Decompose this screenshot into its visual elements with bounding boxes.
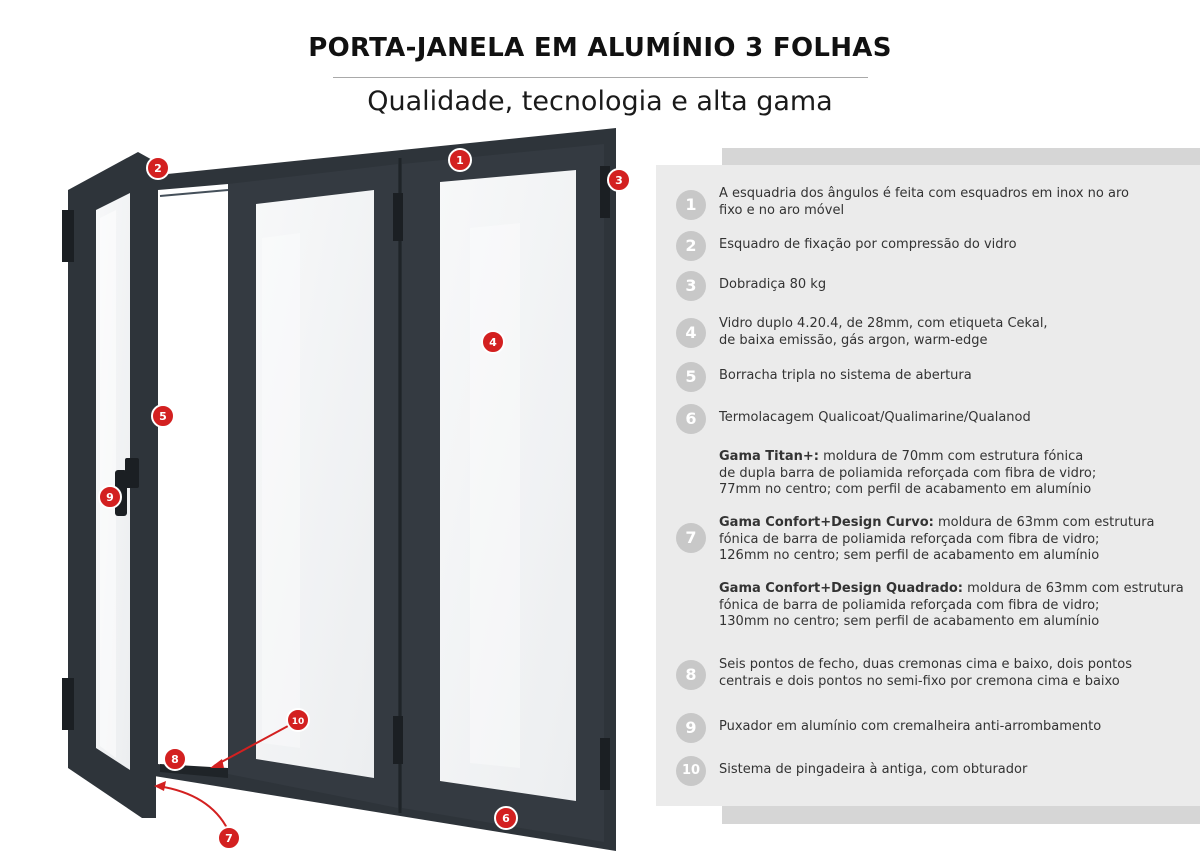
range-label: Gama Confort+Design Quadrado: (719, 581, 964, 596)
marker-1 (449, 149, 471, 171)
marker-5 (152, 405, 174, 427)
leader-line-7 (158, 786, 228, 830)
marker-10 (287, 709, 309, 731)
feature-text: Vidro duplo 4.20.4, de 28mm, com etiqueta Cekal, de baixa emissão, gás argon, warm-edge (719, 316, 1048, 348)
svg-text:1: 1 (456, 154, 464, 167)
feature-text: A esquadria dos ângulos é feita com esquadros em inox no aro fixo e no aro móvel (719, 186, 1129, 218)
range-titan (719, 449, 1197, 499)
feature-text: Sistema de pingadeira à antiga, com obturador (719, 762, 1028, 777)
feature-text: Esquadro de fixação por compressão do vidro (719, 237, 1017, 252)
hinge-top-center (393, 193, 403, 241)
feature-text: Seis pontos de fecho, duas cremonas cima e baixo, dois pontos centrais e dois pontos no semi-fixo por cremona cima e baixo (719, 657, 1133, 689)
hinge-bottom-center (393, 716, 403, 764)
number-badge: 3 (676, 271, 706, 301)
handle (125, 458, 139, 488)
marker-3 (608, 169, 630, 191)
title-divider (333, 77, 868, 78)
feature-text: Dobradiça 80 kg (719, 277, 827, 292)
range-text: moldura de 63mm com estrutura fónica de barra de poliamida reforçada com fibra de vidro; 130mm no centro; sem perfil de acabamento em alumínio (719, 581, 1184, 629)
number-badge: 1 (676, 190, 706, 220)
svg-text:8: 8 (171, 753, 179, 766)
svg-text:9: 9 (106, 491, 114, 504)
svg-text:2: 2 (154, 162, 162, 175)
leaf-hinge-top (62, 210, 74, 262)
marker-8 (164, 748, 186, 770)
window-diagram (0, 118, 660, 855)
svg-text:3: 3 (615, 174, 623, 187)
page-title: PORTA-JANELA EM ALUMÍNIO 3 FOLHAS (308, 33, 892, 63)
marker-9 (99, 486, 121, 508)
features-panel (656, 165, 1200, 806)
number-badge: 10 (676, 756, 706, 786)
number-badge: 9 (676, 713, 706, 743)
svg-text:10: 10 (291, 717, 305, 727)
range-text: moldura de 70mm com estrutura fónica de dupla barra de poliamida reforçada com fibra de vidro; 77mm no centro; com perfil de acabamento em alumínio (719, 449, 1097, 497)
number-badge: 5 (676, 362, 706, 392)
svg-text:4: 4 (489, 336, 497, 349)
feature-text: Borracha tripla no sistema de abertura (719, 368, 972, 383)
marker-7 (218, 827, 240, 849)
svg-text:6: 6 (502, 812, 510, 825)
range-text: moldura de 63mm com estrutura fónica de barra de poliamida reforçada com fibra de vidro; 126mm no centro; sem perfil de acabamento em alumínio (719, 515, 1155, 563)
frame-opening (158, 184, 228, 774)
page-subtitle: Qualidade, tecnologia e alta gama (367, 86, 833, 117)
number-badge: 8 (676, 660, 706, 690)
marker-6 (495, 807, 517, 829)
range-confort-curvo (719, 515, 1197, 565)
number-badge: 7 (676, 523, 706, 553)
range-label: Gama Titan+: (719, 449, 819, 464)
feature-text: Puxador em alumínio com cremalheira anti-arrombamento (719, 719, 1102, 734)
number-badge: 2 (676, 231, 706, 261)
number-badge: 4 (676, 318, 706, 348)
marker-4 (482, 331, 504, 353)
svg-text:7: 7 (225, 832, 233, 845)
hinge-top-right (600, 166, 610, 218)
range-label: Gama Confort+Design Curvo: (719, 515, 934, 530)
leaf-hinge-bottom (62, 678, 74, 730)
svg-text:5: 5 (159, 410, 167, 423)
feature-text: Termolacagem Qualicoat/Qualimarine/Qualanod (719, 410, 1031, 425)
number-badge: 6 (676, 404, 706, 434)
range-confort-quadrado (719, 581, 1197, 631)
marker-2 (147, 157, 169, 179)
hinge-bottom-right (600, 738, 610, 790)
